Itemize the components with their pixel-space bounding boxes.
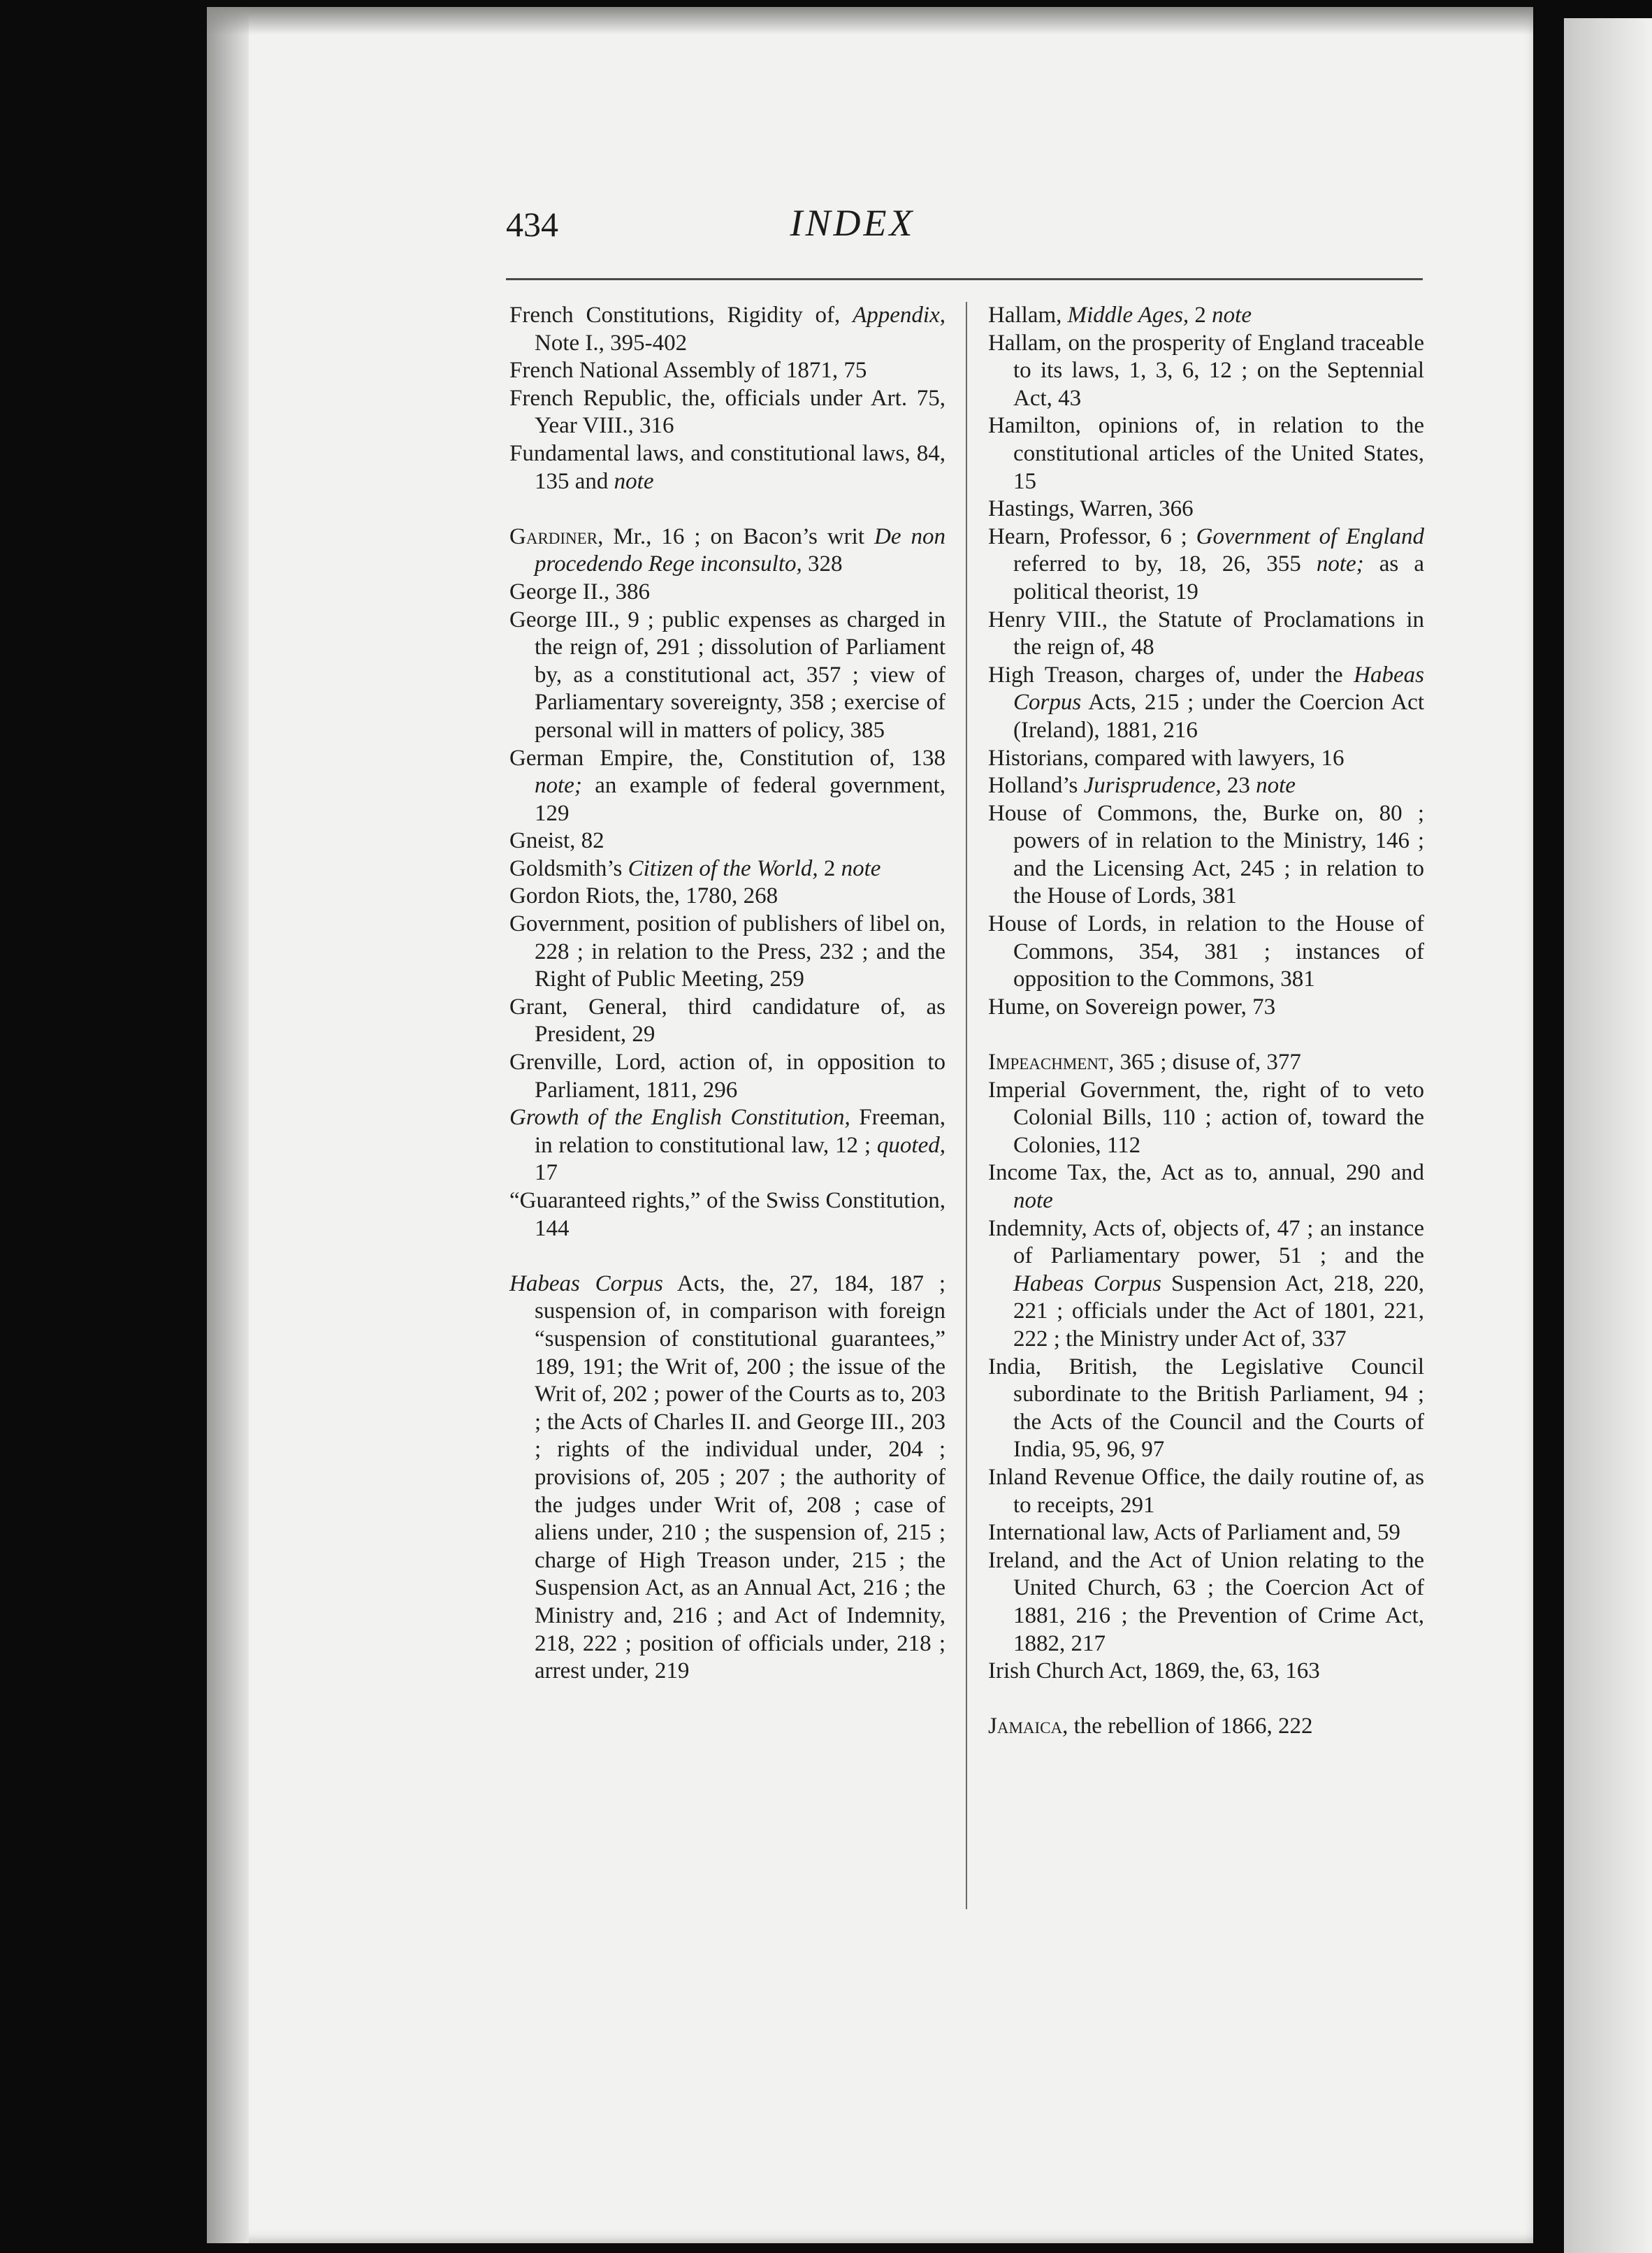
entry-text: Gneist, 82: [509, 828, 604, 854]
entry-italic: Habeas Corpus: [1013, 1270, 1162, 1296]
index-entry: [509, 385, 945, 440]
entry-italic: De non procedendo Rege inconsulto,: [535, 523, 945, 577]
entry-text: Inland Revenue Office, the daily routine of, as to receipts, 291: [988, 1464, 1424, 1518]
index-entry: [509, 1187, 945, 1243]
entry-text: Freeman, in relation to constitutional law, 12 ;: [535, 1105, 945, 1158]
entry-text: Grenville, Lord, action of, in opposition to Parliament, 1811, 296: [509, 1050, 945, 1103]
page-header: [282, 204, 1423, 274]
entry-text: Hamilton, opinions of, in relation to the constitutional articles of the United States, 15: [988, 413, 1424, 494]
index-entry: [988, 1049, 1424, 1077]
index-entry: [509, 1049, 945, 1104]
header-rule: [506, 278, 1423, 280]
index-entry: [988, 772, 1424, 800]
entry-italic: Jurisprudence,: [1083, 773, 1222, 799]
entry-text: 328: [802, 551, 843, 577]
index-entry: [988, 1464, 1424, 1519]
index-entry: [509, 745, 945, 828]
entry-italic: Government of England: [1196, 523, 1424, 549]
index-entry: [988, 1658, 1424, 1686]
entry-text: Holland’s: [988, 773, 1084, 799]
entry-text: International law, Acts of Parliament and, 59: [988, 1520, 1400, 1546]
index-entry: [509, 302, 945, 357]
entry-italic: note;: [535, 773, 582, 799]
index-entry: [988, 523, 1424, 607]
entry-italic: Appendix,: [853, 303, 945, 328]
entry-italic: note: [1256, 773, 1296, 799]
index-entry: [988, 495, 1424, 523]
entry-italic: note: [1013, 1188, 1053, 1213]
entry-headword: Gardiner: [509, 523, 598, 549]
entry-text: referred to by, 18, 26, 355: [1013, 551, 1317, 577]
entry-text: Ireland, and the Act of Union relating to the United Church, 63 ; the Coercion Act of 1881, 216 ; the Prevention of Crime Act, 1882, 217: [988, 1547, 1424, 1656]
entry-text: Hume, on Sovereign power, 73: [988, 994, 1276, 1020]
index-entry: [509, 1270, 945, 1686]
index-entry: [509, 883, 945, 911]
index-entry: [988, 330, 1424, 413]
entry-text: Hallam, on the prosperity of England traceable to its laws, 1, 3, 6, 12 ; on the Septennial Act, 43: [988, 330, 1424, 411]
entry-text: High Treason, charges of, under the: [988, 662, 1354, 688]
entry-text: Hearn, Professor, 6 ;: [988, 523, 1196, 549]
entry-text: , 365 ; disuse of, 377: [1108, 1050, 1301, 1075]
index-entry: [509, 994, 945, 1049]
entry-text: as a political theorist, 19: [1013, 551, 1424, 604]
index-entry: [988, 1215, 1424, 1354]
entry-headword: Jamaica: [988, 1714, 1063, 1739]
facing-page-edge: [1564, 18, 1652, 2253]
index-entry: [509, 855, 945, 883]
entry-text: Irish Church Act, 1869, the, 63, 163: [988, 1658, 1320, 1684]
index-entry: [988, 745, 1424, 773]
entry-text: Imperial Government, the, right of to veto Colonial Bills, 110 ; action of, toward the Colonies, 112: [988, 1077, 1424, 1158]
running-title: INDEX: [790, 202, 915, 244]
entry-text: Suspension Act, 218, 220, 221 ; officials under the Act of 1801, 221, 222 ; the Ministry under Act of, 337: [1013, 1270, 1424, 1352]
entry-italic: note;: [1316, 551, 1364, 577]
entry-text: French Republic, the, officials under Art. 75, Year VIII., 316: [509, 385, 945, 439]
index-entry: [509, 357, 945, 385]
index-entry: [988, 1713, 1424, 1741]
index-entry: [988, 662, 1424, 745]
index-entry: [988, 1354, 1424, 1464]
index-entry: [988, 911, 1424, 994]
entry-italic: quoted,: [876, 1132, 945, 1158]
entry-italic: Habeas Corpus: [1013, 662, 1424, 716]
entry-text: Acts, the, 27, 184, 187 ; suspension of, in comparison with foreign “suspension of constitutional guarantees,” 189, 191; the Writ of, 200 ; the issue of the Writ of, 202 ; power of the Courts as to, 203 ; the Acts of Charles II. and George III., 203 ; rights of the individual under, 204 ; provisions of, 205 ; 207 ; the authority of the judges under Writ of, 208 ; case of aliens under, 210 ; the suspension of, 215 ; charge of High Treason under, 215 ; the Suspension Act, as an Annual Act, 216 ; the Ministry and, 216 ; and Act of Indemnity, 218, 222 ; position of officials under, 218 ; arrest under, 219: [535, 1270, 945, 1684]
entry-text: India, British, the Legislative Council subordinate to the British Parliament, 94 ; the Acts of the Council and the Courts of India, 95, 96, 97: [988, 1354, 1424, 1463]
entry-text: German Empire, the, Constitution of, 138: [509, 745, 945, 771]
entry-text: 23: [1221, 773, 1256, 799]
index-column-left: [509, 302, 945, 1686]
entry-text: Grant, General, third candidature of, as President, 29: [509, 994, 945, 1048]
entry-text: George III., 9 ; public expenses as charged in the reign of, 291 ; dissolution of Parliament by, as a constitutional act, 357 ; view of Parliamentary sovereignty, 358 ; exercise of personal will in matters of policy, 385: [509, 607, 945, 743]
entry-text: House of Lords, in relation to the House of Commons, 354, 381 ; instances of opposition to the Commons, 381: [988, 911, 1424, 992]
index-entry: [988, 800, 1424, 911]
entry-italic: Habeas Corpus: [509, 1270, 663, 1296]
entry-text: 2: [818, 855, 841, 881]
entry-text: 17: [535, 1160, 558, 1186]
entry-text: , the rebellion of 1866, 222: [1062, 1714, 1313, 1739]
index-entry: [509, 579, 945, 607]
index-entry: [509, 1104, 945, 1187]
entry-text: , Mr., 16 ; on Bacon’s writ: [597, 523, 875, 549]
index-entry: [988, 1159, 1424, 1215]
index-entry: [509, 827, 945, 855]
index-entry: [988, 1077, 1424, 1160]
entry-text: Goldsmith’s: [509, 855, 628, 881]
index-entry: [988, 994, 1424, 1022]
entry-text: Government, position of publishers of libel on, 228 ; in relation to the Press, 232 ; and the Right of Public Meeting, 259: [509, 911, 945, 992]
entry-italic: Citizen of the World,: [628, 855, 818, 881]
entry-text: Hastings, Warren, 366: [988, 496, 1194, 522]
index-entry: [988, 412, 1424, 495]
entry-italic: Growth of the English Constitution,: [509, 1105, 850, 1131]
entry-italic: note: [841, 855, 881, 881]
entry-text: Gordon Riots, the, 1780, 268: [509, 883, 778, 909]
entry-text: Historians, compared with lawyers, 16: [988, 745, 1345, 771]
entry-text: 2: [1189, 303, 1212, 328]
entry-text: Income Tax, the, Act as to, annual, 290 and: [988, 1160, 1424, 1186]
entry-headword: Impeachment: [988, 1050, 1109, 1075]
index-entry: [988, 607, 1424, 662]
entry-text: Note I., 395-402: [535, 330, 688, 356]
index-entry: [509, 440, 945, 495]
entry-text: French National Assembly of 1871, 75: [509, 358, 867, 384]
index-entry: [509, 607, 945, 745]
index-entry: [509, 911, 945, 994]
entry-text: Henry VIII., the Statute of Proclamations in the reign of, 48: [988, 607, 1424, 660]
index-entry: [509, 523, 945, 579]
page-number: 434: [506, 205, 558, 244]
index-entry: [988, 1519, 1424, 1547]
entry-text: Indemnity, Acts of, objects of, 47 ; an instance of Parliamentary power, 51 ; and the: [988, 1215, 1424, 1269]
entry-italic: note: [614, 468, 654, 494]
entry-text: an example of federal government, 129: [535, 773, 945, 826]
entry-text: George II., 386: [509, 579, 650, 604]
index-entry: [988, 1547, 1424, 1658]
entry-text: Acts, 215 ; under the Coercion Act (Ireland), 1881, 216: [1013, 690, 1424, 743]
entry-text: French Constitutions, Rigidity of,: [509, 303, 853, 328]
column-divider: [966, 302, 967, 1909]
entry-italic: note: [1212, 303, 1252, 328]
index-entry: [988, 302, 1424, 330]
entry-italic: Middle Ages,: [1067, 303, 1189, 328]
entry-text: Fundamental laws, and constitutional laws, 84, 135 and: [509, 440, 945, 494]
index-column-right: [988, 302, 1424, 1741]
entry-text: House of Commons, the, Burke on, 80 ; powers of in relation to the Ministry, 146 ; and the Licensing Act, 245 ; in relation to the House of Lords, 381: [988, 800, 1424, 909]
entry-text: “Guaranteed rights,” of the Swiss Constitution, 144: [509, 1188, 945, 1241]
entry-text: Hallam,: [988, 303, 1068, 328]
